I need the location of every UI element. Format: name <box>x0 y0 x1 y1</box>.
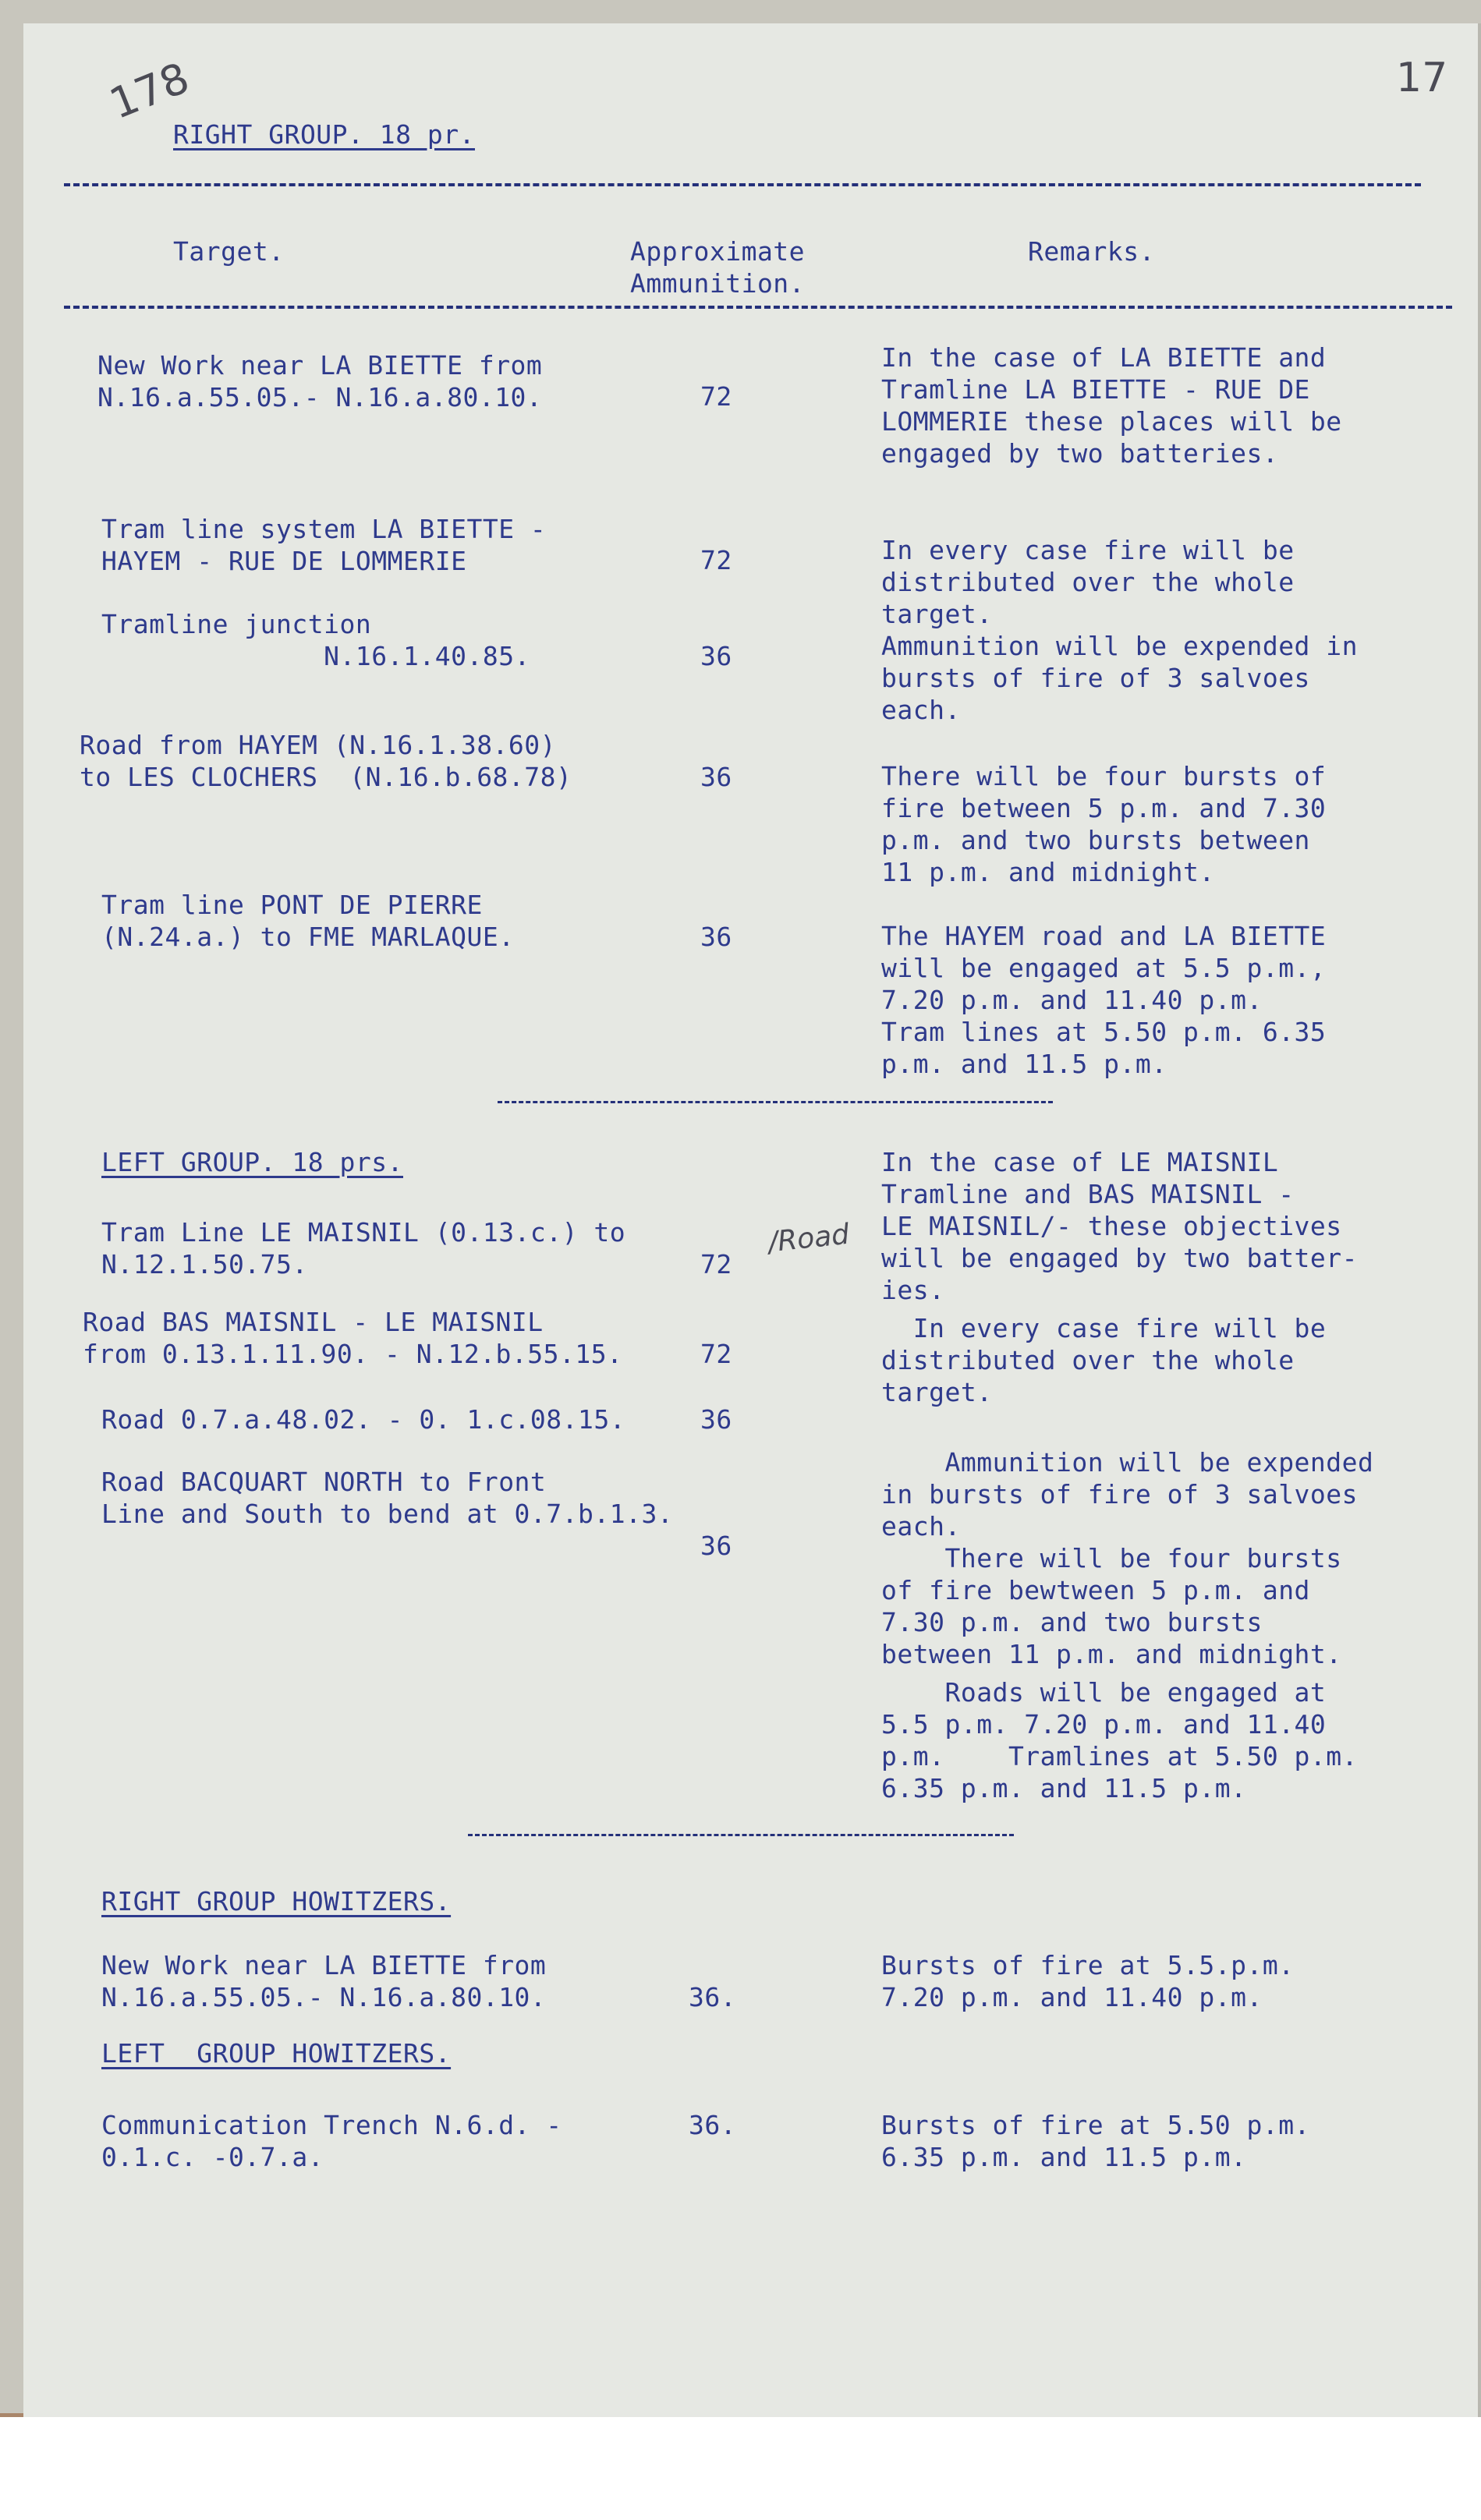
column-header-target: Target. <box>173 236 285 267</box>
header-rule-top <box>64 183 1421 186</box>
table-row: Road BAS MAISNIL - LE MAISNIL from 0.13.1.11.90. - N.12.b.55.15. <box>83 1307 623 1369</box>
section-divider <box>468 1834 1014 1836</box>
ammo-value: 36. <box>689 2110 737 2140</box>
table-row: Tramline junction N.16.1.40.85. <box>101 609 530 671</box>
table-row: Communication Trench N.6.d. - 0.1.c. -0.7.a. <box>101 2110 562 2172</box>
remarks-block: In the case of LA BIETTE and Tramline LA BIETTE - RUE DE LOMMERIE these places will be engaged by two batteries. <box>881 342 1342 469</box>
section-title-left-group: LEFT GROUP. 18 prs. <box>101 1147 403 1177</box>
table-row: Tram line system LA BIETTE - HAYEM - RUE DE LOMMERIE <box>101 514 547 576</box>
document-page <box>23 23 1481 2417</box>
remarks-block: Bursts of fire at 5.5.p.m. 7.20 p.m. and 11.40 p.m. <box>881 1950 1295 2012</box>
header-rule-bottom <box>64 306 1452 309</box>
column-header-ammunition: Approximate Ammunition. <box>630 236 806 299</box>
handwritten-note: /Road <box>767 1218 851 1259</box>
ammo-value: 36 <box>700 1404 732 1435</box>
table-row: Road from HAYEM (N.16.1.38.60) to LES CLOCHERS (N.16.b.68.78) <box>80 730 572 792</box>
table-row: Road BACQUART NORTH to Front Line and South to bend at 0.7.b.1.3. <box>101 1467 674 1529</box>
ammo-value: 36 <box>700 1531 732 1561</box>
section-title-right-howitzers: RIGHT GROUP HOWITZERS. <box>101 1886 452 1917</box>
folio-number: 17 <box>1396 55 1448 101</box>
ammo-value: 36 <box>700 641 732 671</box>
table-row: Tram Line LE MAISNIL (0.13.c.) to N.12.1.50.75. <box>101 1217 626 1279</box>
ammo-value: 36. <box>689 1982 737 2012</box>
section-title-left-howitzers: LEFT GROUP HOWITZERS. <box>101 2038 452 2069</box>
remarks-block: Roads will be engaged at 5.5 p.m. 7.20 p.m. and 11.40 p.m. Tramlines at 5.50 p.m. 6.35 p.m. and 11.5 p.m. <box>881 1677 1359 1803</box>
remarks-block: In the case of LE MAISNIL Tramline and BAS MAISNIL - LE MAISNIL/- these objectives will be engaged by two batter- ies. <box>881 1147 1359 1305</box>
table-row: New Work near LA BIETTE from N.16.a.55.05.- N.16.a.80.10. <box>101 1950 547 2012</box>
remarks-block: In every case fire will be distributed over the whole target. <box>881 1313 1327 1407</box>
remarks-block: The HAYEM road and LA BIETTE will be engaged at 5.5 p.m., 7.20 p.m. and 11.40 p.m. Tram lines at 5.50 p.m. 6.35 p.m. and 11.5 p.m. <box>881 921 1327 1079</box>
ammo-value: 72 <box>700 381 732 412</box>
background-strip <box>0 2417 1481 2520</box>
remarks-block: Bursts of fire at 5.50 p.m. 6.35 p.m. and 11.5 p.m. <box>881 2110 1310 2172</box>
page-title: RIGHT GROUP. 18 pr. <box>173 119 475 150</box>
handwritten-number: 178 <box>102 52 197 129</box>
ammo-value: 72 <box>700 1339 732 1369</box>
ammo-value: 72 <box>700 545 732 575</box>
remarks-block: Ammunition will be expended in bursts of fire of 3 salvoes each. There will be four bursts of fire bewtween 5 p.m. and 7.30 p.m. and two bursts between 11 p.m. and midnight. <box>881 1447 1374 1669</box>
ammo-value: 36 <box>700 762 732 792</box>
ammo-value: 72 <box>700 1249 732 1279</box>
section-divider <box>498 1101 1053 1103</box>
table-row: Road 0.7.a.48.02. - 0. 1.c.08.15. <box>101 1404 626 1435</box>
ammo-value: 36 <box>700 922 732 952</box>
remarks-block: There will be four bursts of fire between 5 p.m. and 7.30 p.m. and two bursts between 11 p.m. and midnight. <box>881 761 1327 887</box>
remarks-block: In every case fire will be distributed over the whole target. Ammunition will be expended in bursts of fire of 3 salvoes each. <box>881 535 1359 725</box>
table-row: Tram line PONT DE PIERRE (N.24.a.) to FME MARLAQUE. <box>101 890 515 952</box>
column-header-remarks: Remarks. <box>1028 236 1155 267</box>
table-row: New Work near LA BIETTE from N.16.a.55.05.- N.16.a.80.10. <box>97 350 543 412</box>
